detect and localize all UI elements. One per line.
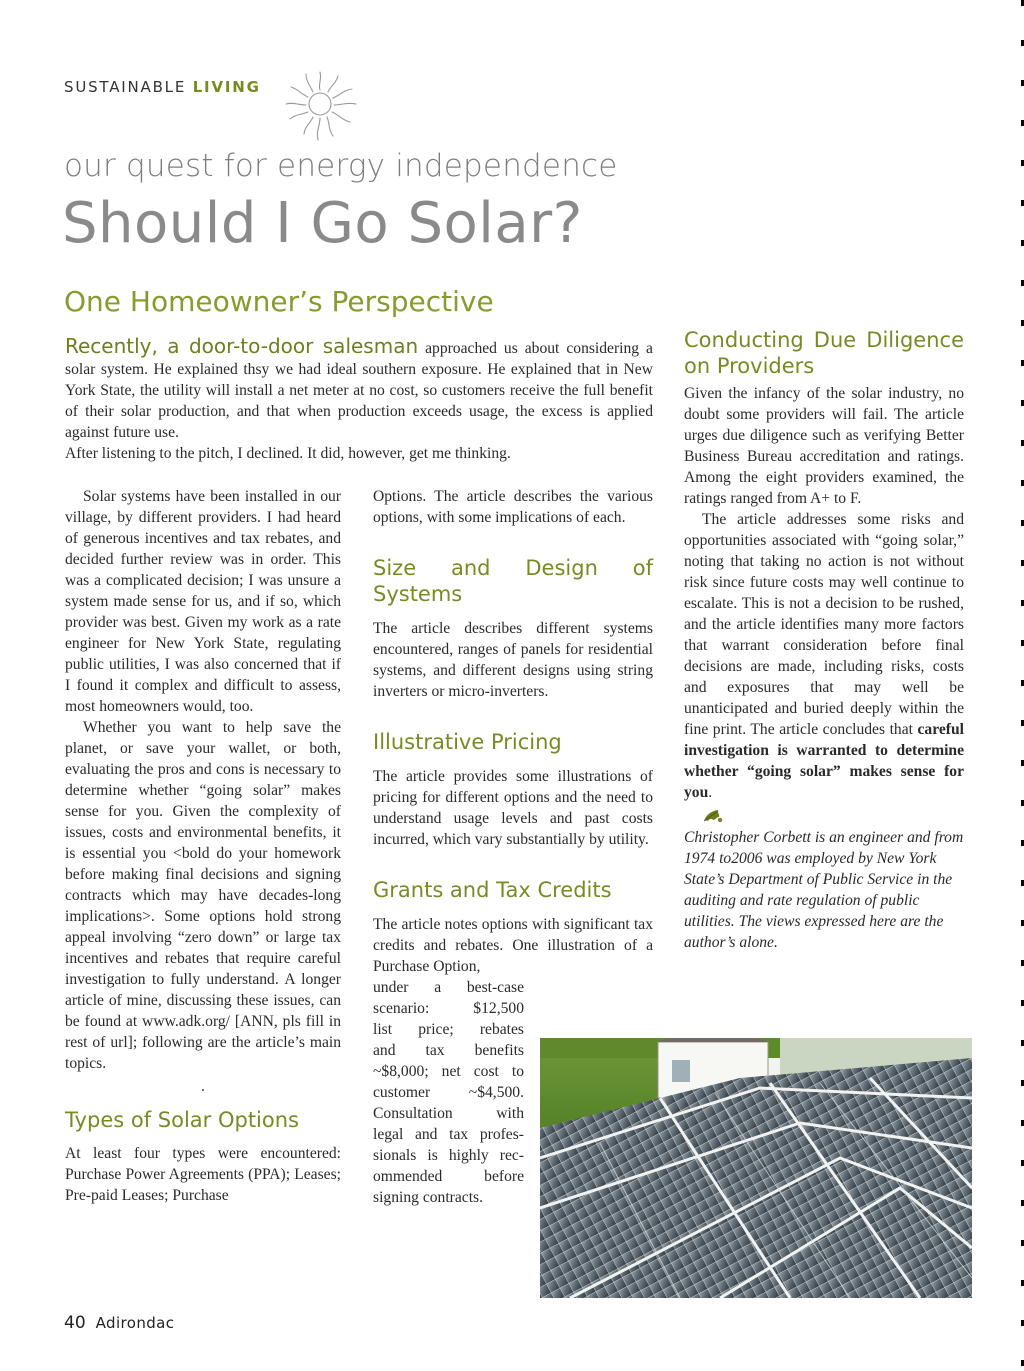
column-3 xyxy=(684,327,964,953)
body-paragraph xyxy=(684,509,964,803)
body-paragraph: Options. The article describes the various options, with some implications of each. xyxy=(373,488,653,526)
publication-name: Adirondac xyxy=(95,1314,175,1332)
section-label xyxy=(64,78,261,96)
heading-due-diligence: Conducting Due Diligence on Providers xyxy=(684,328,964,378)
heading-size-and-design: Size and Design of Systems xyxy=(373,556,653,606)
text-line: ~$8,000; net cost to xyxy=(373,1063,524,1080)
column-1 xyxy=(65,486,341,1206)
body-paragraph: The article provides some illustrations of pricing for different options and the need to understand usage levels and past costs incurred, which vary substantially by utility. xyxy=(373,768,653,848)
heading-grants-and-tax-credits: Grants and Tax Credits xyxy=(373,878,612,902)
author-bio: Christopher Corbett is an engineer and from 1974 to2006 was employed by New York State’s Department of Public Service in the auditing and rate regulation of public utilities. The views expressed here are the author’s alone. xyxy=(684,829,964,951)
emphasis-text: careful investigation is warranted to determine whether “going solar” makes sense for you xyxy=(684,721,964,801)
lede-body: approached us about considering a solar system. He explained thsy we had ideal southern exposure. He explained that in New York State, the utility will install a net meter at no cost, so customers receive the full benefit of their solar production, and that when production exceeds usage, the excess is applied against future use. xyxy=(65,340,653,441)
body-text: The article addresses some risks and opportunities associated with “going solar,” noting that taking no action is not without risk since future costs may well continue to escalate. This is not a decision to be rushed, and the article identifies many more factors that warrant consideration before final decisions are made, including risks, costs and exposures that may well be unanticipated and buried deeply within the fine print. The article concludes that xyxy=(684,511,964,738)
heading-types-of-solar-options: Types of Solar Options xyxy=(65,1108,299,1132)
body-paragraph: The article describes different systems encountered, ranges of panels for residential systems, and different designs using string inverters or micro-inverters. xyxy=(373,620,653,700)
text-line: Consultation with xyxy=(373,1105,524,1122)
text-line: sionals is highly rec- xyxy=(373,1147,524,1164)
page-number: 40 xyxy=(64,1313,86,1333)
heading-illustrative-pricing: Illustrative Pricing xyxy=(373,730,562,754)
narrow-text-block xyxy=(373,977,524,1208)
text-line: legal and tax profes- xyxy=(373,1126,524,1143)
body-paragraph: Solar systems have been installed in our village, by different providers. I had heard of generous incentives and tax rebates, and decided further review was in order. This was a complicated decision; I was unsure a system made sense for us, and if so, which provider was best. Given my work as a rate engineer for New York State, regulating public utilities, I was also concerned that if I found it complex and difficult to assess, most homeowners would, too. xyxy=(65,488,341,715)
text-line: signing contracts. xyxy=(373,1189,484,1206)
kicker: our quest for energy independence xyxy=(64,148,618,184)
lede-paragraph xyxy=(65,336,653,443)
solar-panel-photo xyxy=(540,1038,972,1298)
body-paragraph: Given the infancy of the solar industry, no doubt some providers will fail. The article urges due diligence such as verifying Better Business Bureau accreditation and ratings. Among the eight providers examined, the ratings ranged from A+ to F. xyxy=(684,385,964,507)
subtitle: One Homeowner’s Perspective xyxy=(64,285,494,318)
lede-head: Recently, a door-to-door salesman xyxy=(65,334,419,358)
section-prefix: SUSTAINABLE xyxy=(64,78,187,96)
body-paragraph: The article notes options with significant tax credits and rebates. One illustration of a Purchase Option, xyxy=(373,916,653,975)
lede xyxy=(65,336,653,464)
body-text: . xyxy=(708,784,713,801)
sun-icon xyxy=(280,66,362,144)
page-title: Should I Go Solar? xyxy=(62,191,583,256)
stray-dot: . xyxy=(201,1078,205,1095)
body-paragraph: Whether you want to help save the planet, or save your wallet, or both, evaluating the pros and cons is necessary to determine whether “going solar” makes sense for you. Given the complexity of issues, costs and environmental benefits, it is essential you <bold do your homework before making final decisions and signing contracts which may have decades-long implications>. Some options hold strong appeal involving “zero down” or large tax incentives and rebates that require careful investigation to fully understand. A longer article of mine, discussing these issues, can be found at www.adk.org/ [ANN, pls fill in rest of url]; following are the article’s main topics. xyxy=(65,719,341,1072)
folio xyxy=(64,1313,174,1333)
text-line: scenario: $12,500 xyxy=(373,1000,524,1017)
body-paragraph: At least four types were encountered: Purchase Power Agreements (PPA); Leases; Pre-paid Leases; Purchase xyxy=(65,1145,341,1204)
text-line: and tax benefits xyxy=(373,1042,524,1059)
oak-leaf-icon xyxy=(702,807,724,825)
section-accent: LIVING xyxy=(192,78,261,96)
text-line: under a best-case xyxy=(373,979,524,996)
text-line: ommended before xyxy=(373,1168,524,1185)
text-line: customer ~$4,500. xyxy=(373,1084,524,1101)
lede-paragraph-2: After listening to the pitch, I declined. It did, however, get me thinking. xyxy=(65,445,511,462)
text-line: list price; rebates xyxy=(373,1021,524,1038)
